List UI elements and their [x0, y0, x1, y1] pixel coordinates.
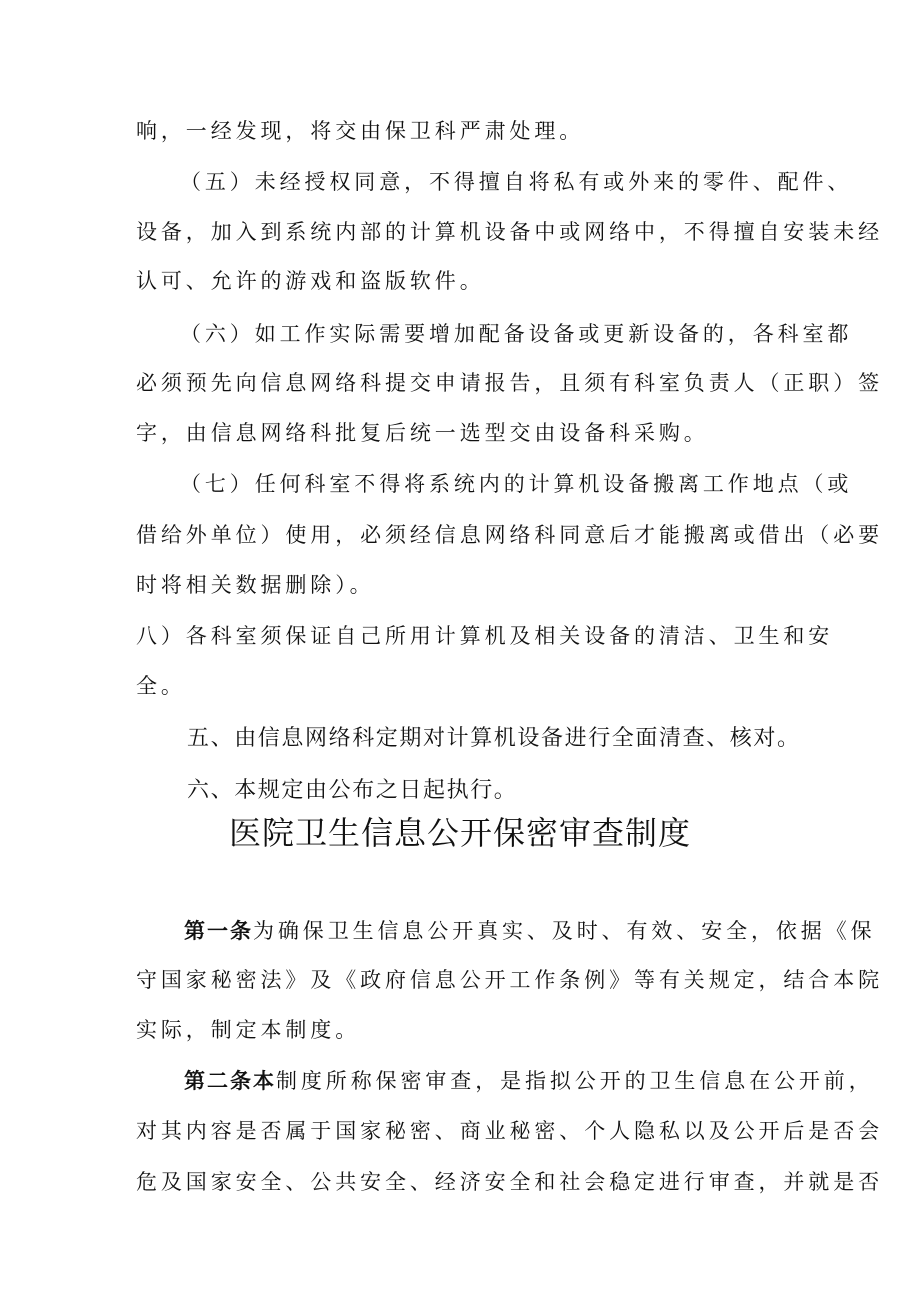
paragraph-line: 对其内容是否属于国家秘密、商业秘密、个人隐私以及公开后是否会	[136, 1119, 883, 1143]
paragraph-line: 响，一经发现，将交由保卫科严肃处理。	[136, 119, 585, 143]
article-label: 第一条	[184, 918, 253, 943]
paragraph-line: 时将相关数据删除）。	[136, 573, 375, 597]
article-line	[0, 911, 920, 951]
paragraph-line: 借给外单位）使用，必须经信息网络科同意后才能搬离或借出（必要	[136, 523, 883, 547]
document-title: 医院卫生信息公开保密审查制度	[228, 814, 691, 852]
article-line	[0, 1061, 920, 1101]
section-heading: 六、本规定由公布之日起执行。	[187, 778, 518, 803]
paragraph-line: 必须预先向信息网络科提交申请报告，且须有科室负责人（正职）签	[136, 371, 883, 395]
paragraph-line: 危及国家安全、公共安全、经济安全和社会稳定进行审查，并就是否	[136, 1170, 883, 1194]
paragraph-line: 设备，加入到系统内部的计算机设备中或网络中，不得擅自安装未经	[136, 220, 883, 244]
section-heading: 五、由信息网络科定期对计算机设备进行全面清查、核对。	[187, 726, 801, 751]
article-text: 制度所称保密审查，是指拟公开的卫生信息在公开前，	[276, 1069, 874, 1093]
paragraph-line: 实际，制定本制度。	[136, 1018, 361, 1042]
paragraph-line: （六）如工作实际需要增加配备设备或更新设备的，各科室都	[180, 322, 853, 346]
paragraph-line: （五）未经授权同意，不得擅自将私有或外来的零件、配件、	[180, 170, 853, 194]
article-text: 为确保卫生信息公开真实、及时、有效、安全，依据《保	[253, 919, 876, 943]
paragraph-line: 守国家秘密法》及《政府信息公开工作条例》等有关规定，结合本院	[136, 968, 883, 992]
paragraph-line: 全。	[136, 674, 186, 698]
article-label: 第二条本	[184, 1068, 276, 1093]
paragraph-line: （七）任何科室不得将系统内的计算机设备搬离工作地点（或	[180, 472, 853, 496]
paragraph-line: 八）各科室须保证自己所用计算机及相关设备的清洁、卫生和安	[136, 624, 834, 648]
paragraph-line: 认可、允许的游戏和盗版软件。	[136, 269, 485, 293]
paragraph-line: 字，由信息网络科批复后统一选型交由设备科采购。	[136, 421, 709, 445]
